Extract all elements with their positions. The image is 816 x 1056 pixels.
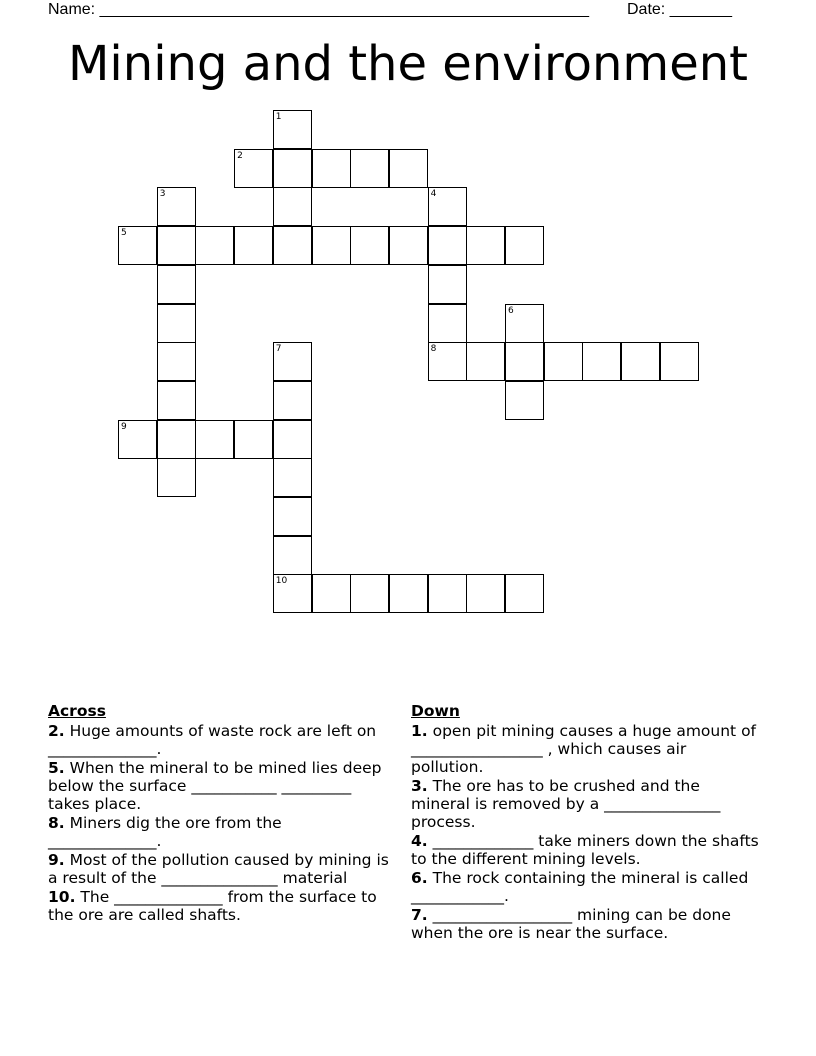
across-heading: Across [48, 702, 106, 720]
grid-cell[interactable] [312, 226, 351, 265]
down-heading: Down [411, 702, 460, 720]
grid-cell[interactable] [389, 226, 428, 265]
clue-text: __________________ mining can be done when the ore is near the surface. [411, 906, 731, 942]
clue-number: 3. [411, 777, 428, 795]
grid-cell[interactable] [312, 574, 351, 613]
grid-cell[interactable] [350, 226, 389, 265]
grid-cell[interactable] [157, 226, 196, 265]
grid-cell[interactable] [428, 187, 467, 226]
clue-number: 7. [411, 906, 428, 924]
grid-cell[interactable] [273, 420, 312, 459]
grid-cell[interactable] [273, 497, 312, 536]
cell-number: 2 [237, 150, 243, 161]
clue-number: 10. [48, 888, 76, 906]
clue-down-3 [411, 777, 761, 831]
grid-cell[interactable] [428, 574, 467, 613]
clue-text: Huge amounts of waste rock are left on ______________. [48, 722, 377, 758]
clue-across-8 [48, 814, 393, 850]
clue-across-10 [48, 888, 393, 924]
cell-number: 5 [121, 228, 127, 239]
grid-cell[interactable] [118, 226, 157, 265]
cell-number: 3 [159, 189, 166, 200]
grid-cell[interactable] [582, 342, 621, 381]
grid-cell[interactable] [466, 342, 505, 381]
grid-cell[interactable] [466, 574, 505, 613]
grid-cell[interactable] [428, 265, 467, 304]
grid-cell[interactable] [234, 226, 273, 265]
grid-cell[interactable] [195, 420, 234, 459]
grid-cell[interactable] [505, 381, 544, 420]
clue-number: 6. [411, 869, 428, 887]
grid-cell[interactable] [428, 304, 467, 343]
grid-cell[interactable] [157, 420, 196, 459]
grid-cell[interactable] [157, 381, 196, 420]
clue-number: 5. [48, 759, 65, 777]
clue-number: 4. [411, 832, 428, 850]
grid-cell[interactable] [118, 420, 157, 459]
clue-text: Most of the pollution caused by mining is a result of the _______________ material [48, 851, 389, 887]
clue-text: open pit mining causes a huge amount of _________________ , which causes air pollution. [411, 722, 757, 776]
grid-cell[interactable] [350, 149, 389, 188]
cell-number: 1 [275, 112, 282, 122]
grid-cell[interactable] [466, 226, 505, 265]
cell-number: 9 [121, 421, 127, 432]
clue-text: The ______________ from the surface to the ore are called shafts. [48, 888, 377, 924]
grid-cell[interactable] [157, 458, 196, 497]
grid-cell[interactable] [544, 342, 583, 381]
grid-cell[interactable] [389, 574, 428, 613]
grid-cell[interactable] [389, 149, 428, 188]
clue-across-5 [48, 759, 393, 813]
page-title: Mining and the environment [68, 36, 748, 92]
clue-number: 8. [48, 814, 65, 832]
grid-cell[interactable] [428, 226, 467, 265]
grid-cell[interactable] [621, 342, 660, 381]
grid-cell[interactable] [157, 187, 196, 226]
grid-cell[interactable] [505, 226, 544, 265]
clue-text: _____________ take miners down the shafts to the different mining levels. [411, 832, 759, 868]
grid-cell[interactable] [234, 149, 273, 188]
name-line: Name: _______________________________________________________ [48, 1, 589, 18]
grid-cell[interactable] [157, 304, 196, 343]
grid-cell[interactable] [157, 342, 196, 381]
cell-number: 8 [430, 344, 437, 355]
clue-down-1 [411, 722, 761, 776]
grid-cell[interactable] [273, 342, 312, 381]
cell-number: 4 [430, 189, 437, 200]
grid-cell[interactable] [505, 574, 544, 613]
clue-down-7 [411, 906, 761, 942]
grid-cell[interactable] [273, 187, 312, 226]
clue-number: 2. [48, 722, 65, 740]
grid-cell[interactable] [428, 342, 467, 381]
clue-across-9 [48, 851, 393, 887]
clue-number: 1. [411, 722, 428, 740]
grid-cell[interactable] [312, 149, 351, 188]
across-clues [48, 702, 393, 925]
date-line: Date: _______ [627, 1, 732, 18]
grid-cell[interactable] [660, 342, 699, 381]
grid-cell[interactable] [234, 420, 273, 459]
grid-cell[interactable] [505, 304, 544, 343]
grid-cell[interactable] [273, 381, 312, 420]
grid-cell[interactable] [273, 110, 312, 149]
grid-cell[interactable] [273, 149, 312, 188]
clue-down-6 [411, 869, 761, 905]
grid-cell[interactable] [273, 458, 312, 497]
cell-number: 6 [508, 305, 514, 316]
grid-cell[interactable] [273, 574, 312, 613]
grid-cell[interactable] [350, 574, 389, 613]
cell-number: 10 [275, 576, 288, 587]
cell-number: 7 [275, 344, 282, 355]
clue-across-2 [48, 722, 393, 758]
down-clues [411, 702, 761, 943]
grid-cell[interactable] [157, 265, 196, 304]
clue-down-4 [411, 832, 761, 868]
clue-text: Miners dig the ore from the ______________. [48, 814, 282, 850]
grid-cell[interactable] [505, 342, 544, 381]
grid-cell[interactable] [273, 226, 312, 265]
clue-text: The ore has to be crushed and the mineral is removed by a _______________ process. [411, 777, 721, 831]
clue-text: When the mineral to be mined lies deep below the surface ___________ _________ takes place. [48, 759, 382, 813]
clue-number: 9. [48, 851, 65, 869]
clue-text: The rock containing the mineral is called ____________. [411, 869, 749, 905]
grid-cell[interactable] [195, 226, 234, 265]
grid-cell[interactable] [273, 536, 312, 575]
